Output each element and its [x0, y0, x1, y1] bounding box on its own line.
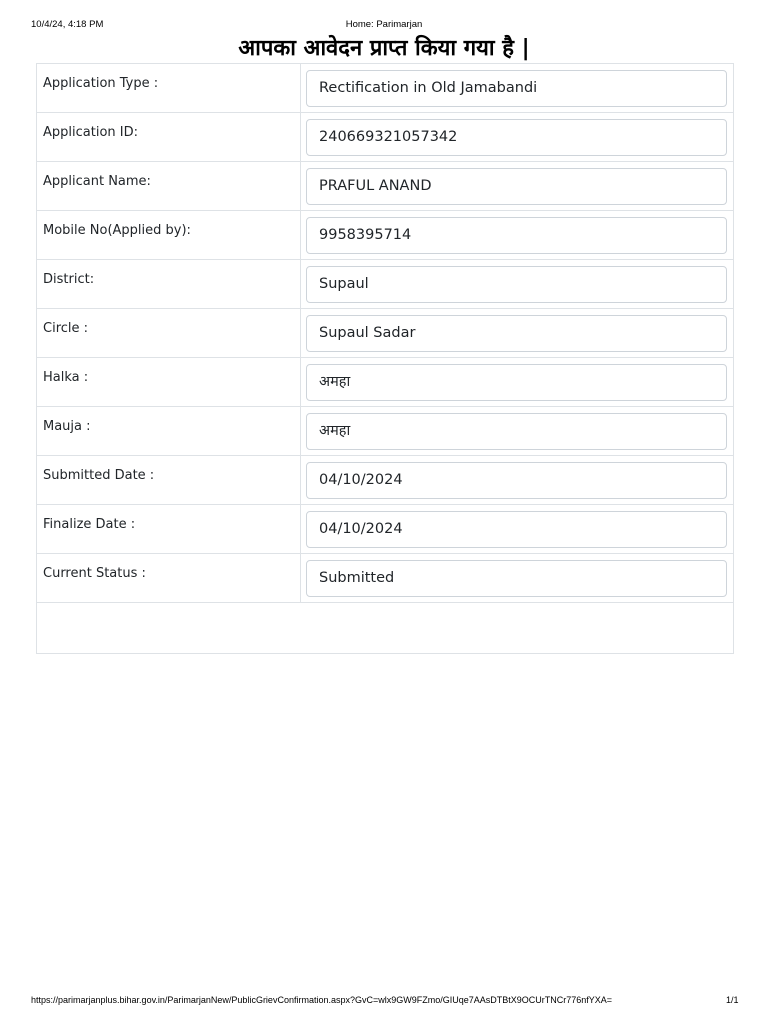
application-id-label: Application ID:: [37, 113, 301, 162]
applicant-name-label: Applicant Name:: [37, 162, 301, 211]
district-label: District:: [37, 260, 301, 309]
submitted-date-label: Submitted Date :: [37, 456, 301, 505]
submitted-date-field[interactable]: 04/10/2024: [306, 462, 727, 499]
table-row: [37, 211, 734, 260]
table-row: [37, 309, 734, 358]
table-row: [37, 113, 734, 162]
table-row: [37, 456, 734, 505]
page-url: https://parimarjanplus.bihar.gov.in/ParimarjanNew/PublicGrievConfirmation.aspx?GvC=wlx9GW9FZmo/GIUqe7AAsDTBtX9OCUrTNCr776nfYXA=: [31, 995, 613, 1005]
current-status-label: Current Status :: [37, 554, 301, 603]
application-details-table: [36, 63, 734, 654]
application-type-label: Application Type :: [37, 64, 301, 113]
mauja-label: Mauja :: [37, 407, 301, 456]
print-datetime: 10/4/24, 4:18 PM: [31, 19, 104, 30]
circle-field[interactable]: Supaul Sadar: [306, 315, 727, 352]
table-row: [37, 358, 734, 407]
finalize-date-label: Finalize Date :: [37, 505, 301, 554]
mobile-no-label: Mobile No(Applied by):: [37, 211, 301, 260]
confirmation-heading: आपका आवेदन प्राप्त किया गया है |: [238, 36, 530, 61]
table-row: [37, 162, 734, 211]
district-field[interactable]: Supaul: [306, 266, 727, 303]
print-page-title: Home: Parimarjan: [345, 19, 423, 30]
page-number: 1/1: [726, 995, 739, 1005]
table-row: [37, 260, 734, 309]
mobile-no-field[interactable]: 9958395714: [306, 217, 727, 254]
application-type-field[interactable]: Rectification in Old Jamabandi: [306, 70, 727, 107]
empty-footer-row: [37, 603, 734, 654]
table-row: [37, 603, 734, 654]
circle-label: Circle :: [37, 309, 301, 358]
table-row: [37, 554, 734, 603]
print-footer: [0, 995, 768, 1009]
print-header: [0, 19, 768, 33]
applicant-name-field[interactable]: PRAFUL ANAND: [306, 168, 727, 205]
current-status-field[interactable]: Submitted: [306, 560, 727, 597]
halka-field[interactable]: अमहा: [306, 364, 727, 401]
mauja-field[interactable]: अमहा: [306, 413, 727, 450]
table-row: [37, 64, 734, 113]
table-row: [37, 407, 734, 456]
halka-label: Halka :: [37, 358, 301, 407]
table-row: [37, 505, 734, 554]
application-id-field[interactable]: 240669321057342: [306, 119, 727, 156]
finalize-date-field[interactable]: 04/10/2024: [306, 511, 727, 548]
